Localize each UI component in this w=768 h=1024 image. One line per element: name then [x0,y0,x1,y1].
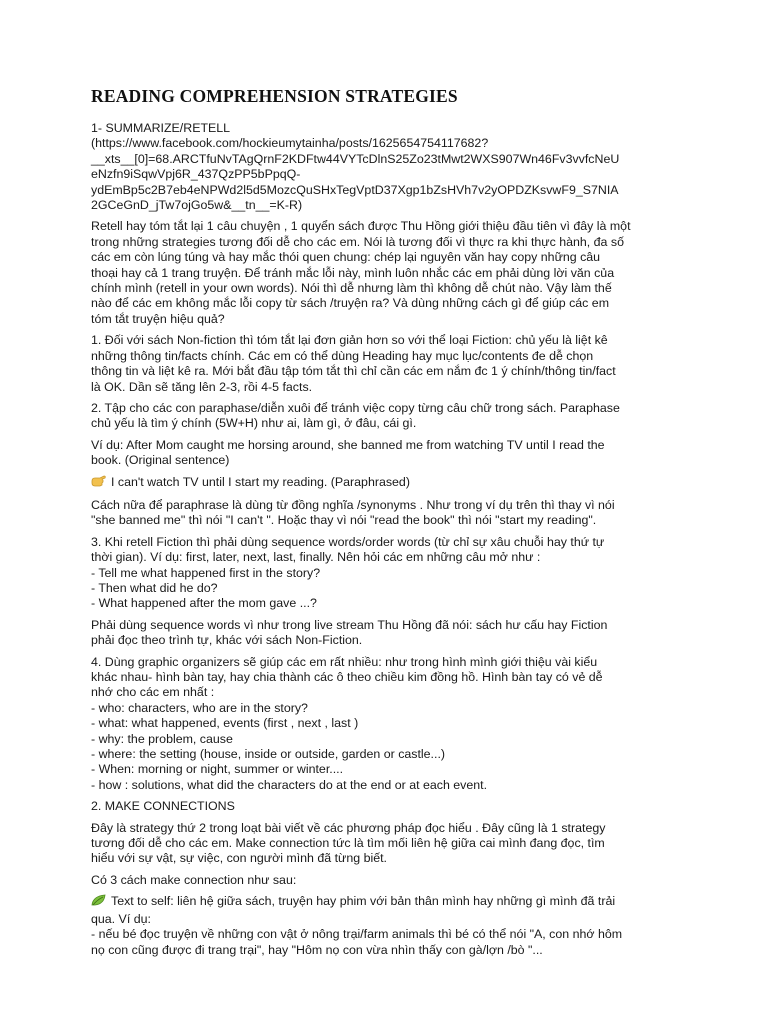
paragraph-line [91,183,681,198]
line-text: tương đối dễ cho các em. Make connection tức là tìm mối liên hệ giữa cai mình đang đọc, tìm [91,836,605,851]
line-text: - Tell me what happened first in the story? [91,565,321,580]
paragraph-line [91,198,681,213]
paragraph-line [91,799,681,814]
line-text: (https://www.facebook.com/hockieumytainha/posts/1625654754117682? [91,136,489,151]
document-title: READING COMPREHENSION STRATEGIES [91,86,458,106]
paragraph-line [91,250,681,265]
paragraph [91,535,681,612]
line-text: 1. Đối với sách Non-fiction thì tóm tắt lại đơn giản hơn so với thể loại Fiction: chủ yếu là liệt kê [91,333,608,348]
paragraph-line [91,475,681,492]
line-text: Phải dùng sequence words vì như trong live stream Thu Hồng đã nói: sách hư cấu hay Fiction [91,617,608,632]
line-text: Ví dụ: After Mom caught me horsing around, she banned me from watching TV until I read the [91,437,605,452]
paragraph [91,333,681,395]
paragraph-line [91,747,681,762]
paragraph-line [91,566,681,581]
line-text: nhớ cho các em nhất : [91,685,215,700]
paragraph-line [91,364,681,379]
line-text: 4. Dùng graphic organizers sẽ giúp các em rất nhiều: như trong hình mình giới thiệu vài kiểu [91,654,598,669]
document-page [91,86,681,964]
paragraph-line [91,152,681,167]
line-text: Text to self: liên hệ giữa sách, truyện hay phim với bản thân mình hay những gì mình đã trải [111,894,616,909]
paragraph [91,873,681,888]
paragraph-line [91,453,681,468]
line-text: thoại hay cả 1 trang truyện. Để tránh mắc lỗi này, mình luôn nhắc các em phải dùng lời văn của [91,265,615,280]
paragraph-line [91,312,681,327]
line-text: trong những strategies tương đối dễ cho các em. Nói là tương đối vì thực ra khi thực hành, đa số [91,234,624,249]
line-text: __xts__[0]=68.ARCTfuNvTAgQrnF2KDFtw44VYTcDlnS25Zo23tMwt2WXS907Wn46Fv3vvfcNeU [91,151,620,166]
paragraph-line [91,894,681,911]
paragraph-line [91,349,681,364]
line-text: - where: the setting (house, inside or outside, garden or castle...) [91,747,446,762]
paragraph-line [91,401,681,416]
paragraph [91,498,681,529]
pointing-hand-icon [91,475,107,492]
line-text: 2. MAKE CONNECTIONS [91,799,235,814]
paragraph-line [91,685,681,700]
line-text: chính mình (retell in your own words). Nói thì dễ nhưng làm thì không dễ chút nào. Vậy làm thế [91,281,612,296]
line-text: khác nhau- hình bàn tay, hay chia thành các ô theo chiều kim đồng hồ. Hình bàn tay có vẻ dễ [91,670,603,684]
line-text: - What happened after the mom gave ...? [91,596,317,611]
line-text: "she banned me" thì nói "I can't ". Hoặc thay vì nói "read the book" thì nói "start my reading". [91,513,597,528]
paragraph-line [91,281,681,296]
paragraph-line [91,701,681,716]
line-text: ydEmBp5c2B7eb4eNPWd2l5d5MozcQuSHxTegVptD37Xgp1bZsHVh7v2yOPDZKsvwF9_S7NIA [91,182,619,197]
paragraph [91,894,681,958]
line-text: phải đọc theo trình tự, khác với sách Non-Fiction. [91,633,363,648]
line-text: Có 3 cách make connection như sau: [91,872,297,887]
line-text: book. (Original sentence) [91,453,230,468]
paragraph-line [91,498,681,513]
paragraph-line [91,581,681,596]
line-text: là OK. Dần sẽ tăng lên 2-3, rồi 4-5 facts. [91,379,313,394]
line-text: Đây là strategy thứ 2 trong loạt bài viết về các phương pháp đọc hiểu . Đây cũng là 1 strategy [91,820,606,835]
paragraph-line [91,513,681,528]
paragraph-line [91,235,681,250]
line-text: thời gian). Ví dụ: first, later, next, last, finally. Nên hỏi các em những câu mở như : [91,550,541,565]
document-body [91,121,681,958]
paragraph-line [91,836,681,851]
paragraph-line [91,655,681,670]
line-text: - When: morning or night, summer or winter.... [91,762,344,777]
paragraph-line [91,633,681,648]
paragraph-line [91,535,681,550]
paragraph-line [91,873,681,888]
paragraph-line [91,732,681,747]
paragraph [91,655,681,794]
line-text: 2GCeGnD_jTw7ojGo5w&__tn__=K-R) [91,198,303,213]
paragraph-line [91,762,681,777]
line-text: - how : solutions, what did the characters do at the end or at each event. [91,777,488,792]
paragraph [91,821,681,867]
paragraph [91,799,681,814]
line-text: 1- SUMMARIZE/RETELL [91,121,231,135]
paragraph-line [91,438,681,453]
line-text: - Then what did he do? [91,580,218,595]
paragraph [91,438,681,469]
paragraph-line [91,550,681,565]
paragraph-line [91,670,681,685]
line-text: I can't watch TV until I start my reading. (Paraphrased) [111,474,410,489]
line-text: - why: the problem, cause [91,731,233,746]
paragraph-line [91,219,681,234]
line-text: - what: what happened, events (first , next , last ) [91,716,359,731]
line-text: nọ con cũng được đi trang trại", hay "Hôm nọ con vừa nhìn thấy con gà/lợn /bò "... [91,942,543,957]
line-text: hiểu với sự vật, sự việc, con người mình đã từng biết. [91,851,387,866]
paragraph-line [91,618,681,633]
paragraph-line [91,167,681,182]
line-text: - who: characters, who are in the story? [91,700,308,715]
paragraph-line [91,851,681,866]
line-text: nào để các em không mắc lỗi copy từ sách /truyện ra? Và dùng những cách gì để giúp các em [91,296,610,311]
paragraph-line [91,136,681,151]
paragraph-line [91,821,681,836]
paragraph-line [91,333,681,348]
paragraph [91,121,681,213]
leaf-icon [91,894,107,911]
paragraph [91,475,681,492]
line-text: thông tin và liệt kê ra. Mới bắt đầu tập tóm tắt thì chỉ cần các em nắm đc 1 ý chính/thông tin/fact [91,364,616,379]
line-text: chủ yếu là tìm ý chính (5W+H) như ai, làm gì, ở đâu, cái gì. [91,416,417,431]
line-text: tóm tắt truyện hiệu quả? [91,311,225,326]
paragraph-line [91,416,681,431]
line-text: 3. Khi retell Fiction thì phải dùng sequence words/order words (từ chỉ sự xâu chuỗi hay thứ tự [91,534,605,549]
paragraph-line [91,943,681,958]
paragraph-line [91,927,681,942]
line-text: 2. Tập cho các con paraphase/diễn xuôi để tránh việc copy từng câu chữ trong sách. Paraphase [91,400,620,415]
line-text: eNzfn9iSqwVpj6R_437QzPP5bPpqQ- [91,167,301,182]
paragraph-line [91,596,681,611]
line-text: những thông tin/facts chính. Các em có thể dùng Heading hay mục lục/contents đe dễ chọn [91,348,594,363]
paragraph [91,401,681,432]
paragraph [91,618,681,649]
paragraph [91,219,681,327]
paragraph-line [91,121,681,136]
paragraph-line [91,266,681,281]
paragraph-line [91,296,681,311]
paragraph-line [91,912,681,927]
paragraph-line [91,380,681,395]
line-text: - nếu bé đọc truyện về những con vật ở nông trại/farm animals thì bé có thể nói "A, con nhớ hôm [91,927,623,942]
line-text: qua. Ví dụ: [91,911,151,926]
line-text: Retell hay tóm tắt lại 1 câu chuyện , 1 quyển sách được Thu Hồng giới thiệu đầu tiên vì đây là một [91,219,631,234]
paragraph-line [91,716,681,731]
line-text: Cách nữa để paraphrase là dùng từ đồng nghĩa /synonyms . Như trong ví dụ trên thì thay vì nói [91,497,615,512]
paragraph-line [91,778,681,793]
line-text: các em còn lúng túng và hay mắc thói quen chung: chép lại nguyên văn hay copy những câu [91,250,601,265]
